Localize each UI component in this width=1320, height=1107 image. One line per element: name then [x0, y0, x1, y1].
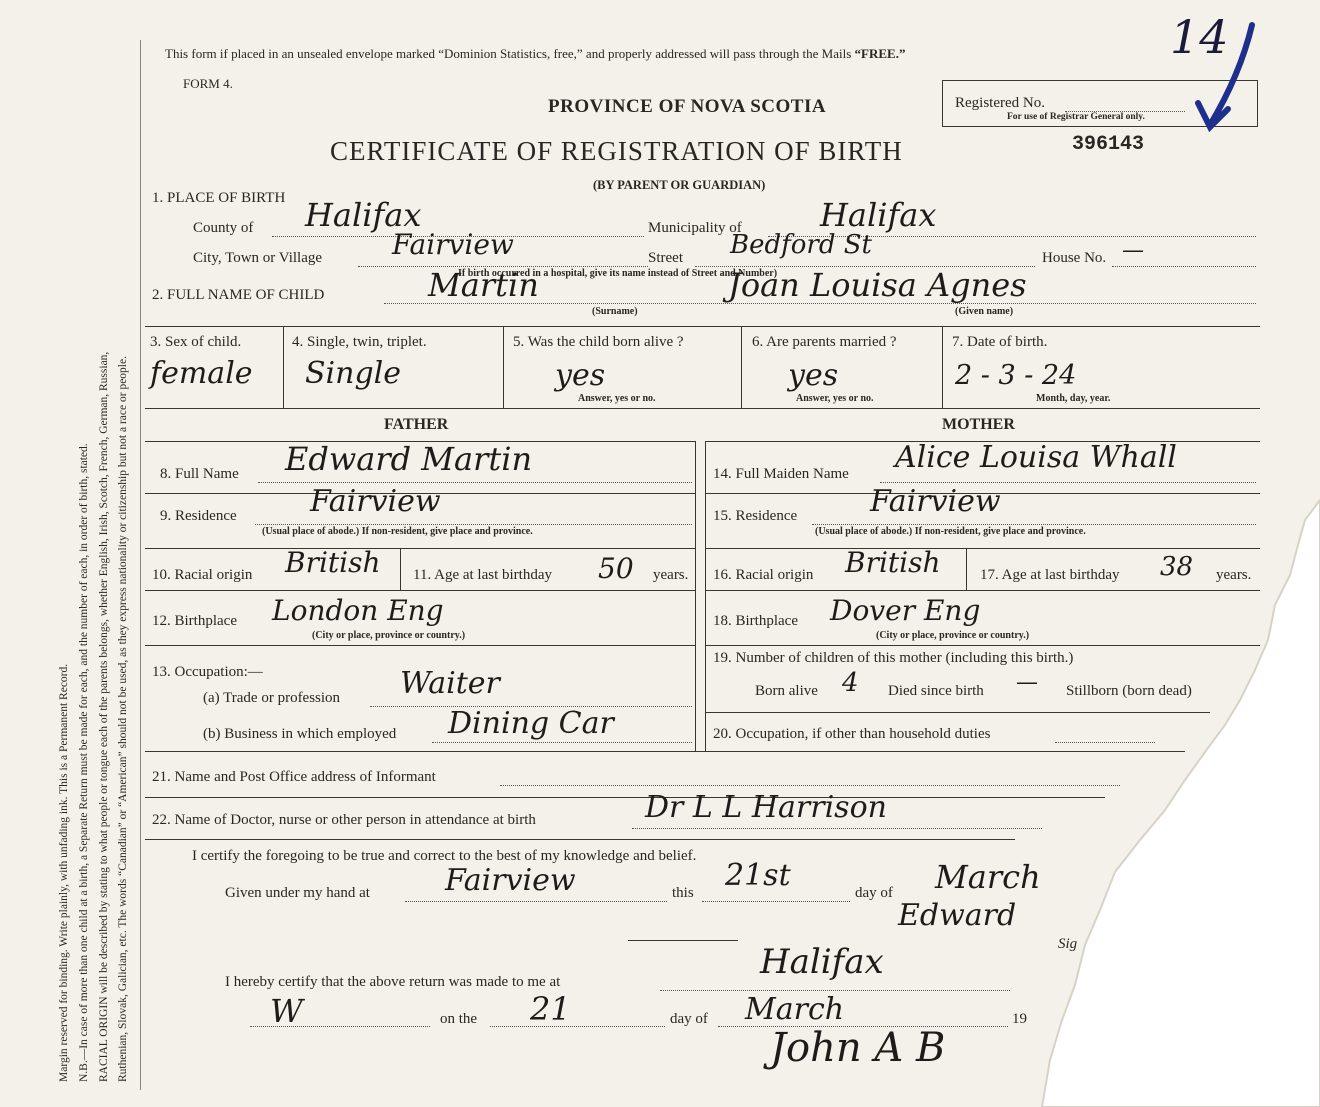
- born-alive-count-value: 4: [842, 668, 859, 698]
- dob-label: 7. Date of birth.: [952, 334, 1048, 350]
- registrar-signature: John A B: [770, 1025, 946, 1071]
- doctor-label: 22. Name of Doctor, nurse or other person in attendance at birth: [152, 812, 536, 828]
- street-value: Bedford St: [730, 230, 873, 260]
- father-birthplace-label: 12. Birthplace: [152, 613, 237, 629]
- registered-label: Registered No.: [955, 95, 1045, 111]
- registrar-statement: I hereby certify that the above return was made to me at: [225, 974, 561, 990]
- county-value: Halifax: [305, 196, 422, 234]
- registrar-mark: W: [270, 992, 303, 1030]
- trade-value: Waiter: [400, 666, 500, 701]
- mother-name-value: Alice Louisa Whall: [895, 440, 1177, 475]
- born-alive-caption: Answer, yes or no.: [578, 393, 656, 404]
- mother-age-label: 17. Age at last birthday: [980, 567, 1120, 583]
- margin-note-2: N.B.—In case of more than one child at a birth, a Separate Return must be made for each, and the number of each, in order of birth, stated.: [78, 443, 90, 1082]
- house-label: House No.: [1042, 250, 1107, 266]
- certificate-subtitle: (BY PARENT OR GUARDIAN): [593, 178, 766, 192]
- certificate-title: CERTIFICATE OF REGISTRATION OF BIRTH: [330, 136, 903, 166]
- informant-signature: Edward: [898, 898, 1017, 933]
- year-prefix: 19: [1012, 1011, 1027, 1027]
- given-caption: (Given name): [955, 306, 1014, 317]
- married-caption: Answer, yes or no.: [796, 393, 874, 404]
- given-place-value: Fairview: [445, 863, 576, 898]
- mother-residence-label: 15. Residence: [713, 508, 798, 524]
- day-of-label: day of: [855, 885, 893, 901]
- child-surname: Martin: [428, 266, 539, 304]
- postage-note-text: This form if placed in an unsealed envelope marked “Dominion Statistics, free,” and properly addressed will pass through the Mails: [165, 46, 852, 61]
- reg-day-value: 21: [530, 990, 571, 1028]
- father-birthplace-caption: (City or place, province or country.): [312, 630, 466, 641]
- mother-birthplace-value: Dover Eng: [830, 594, 981, 627]
- father-heading: FATHER: [384, 416, 449, 433]
- margin-note-3: RACIAL ORIGIN will be described by stating to what people or tongue each of the parents belongs, whether English, Irish, Scotch, French, German, Russian,: [98, 351, 110, 1082]
- mother-occupation-label: 20. Occupation, if other than household duties: [713, 726, 991, 742]
- day-value: 21st: [725, 858, 791, 893]
- born-alive-value: yes: [555, 358, 606, 393]
- children-count-label: 19. Number of children of this mother (including this birth.): [713, 650, 1074, 666]
- father-origin-value: British: [285, 546, 381, 579]
- mother-years: years.: [1216, 567, 1252, 583]
- father-name-value: Edward Martin: [285, 440, 533, 478]
- trade-label: (a) Trade or profession: [203, 690, 341, 706]
- mother-origin-value: British: [845, 546, 941, 579]
- mother-birthplace-caption: (City or place, province or country.): [876, 630, 1030, 641]
- street-label: Street: [648, 250, 683, 266]
- informant-label: 21. Name and Post Office address of Informant: [152, 769, 436, 785]
- mother-heading: MOTHER: [942, 416, 1015, 433]
- born-alive-label: 5. Was the child born alive ?: [513, 334, 684, 350]
- corner-handwriting: 14: [1170, 10, 1229, 64]
- child-name-label: 2. FULL NAME OF CHILD: [152, 287, 325, 303]
- surname-caption: (Surname): [592, 306, 638, 317]
- mother-origin-label: 16. Racial origin: [713, 567, 814, 583]
- father-birthplace-value: London Eng: [272, 594, 444, 627]
- dob-caption: Month, day, year.: [1036, 393, 1111, 404]
- city-label: City, Town or Village: [193, 250, 323, 266]
- sex-label: 3. Sex of child.: [150, 334, 242, 350]
- signature-label: Sig: [1058, 936, 1078, 952]
- registrar-place: Halifax: [760, 942, 884, 982]
- county-label: County of: [193, 220, 254, 236]
- died-label: Died since birth: [888, 683, 984, 699]
- city-value: Fairview: [392, 228, 514, 261]
- business-label: (b) Business in which employed: [203, 726, 397, 742]
- father-residence-label: 9. Residence: [160, 508, 237, 524]
- mother-birthplace-label: 18. Birthplace: [713, 613, 798, 629]
- place-of-birth-heading: 1. PLACE OF BIRTH: [152, 190, 286, 206]
- stamp-number: 396143: [1072, 133, 1145, 156]
- house-value: —: [1122, 238, 1144, 263]
- margin-note-4: Ruthenian, Slovak, Galician, etc. The words “Canadian” or “American” should not be used, as they express nationality or citizenship but not a race or people.: [117, 356, 129, 1082]
- reg-day-of-label: day of: [670, 1011, 708, 1027]
- plurality-label: 4. Single, twin, triplet.: [292, 334, 427, 350]
- business-value: Dining Car: [448, 706, 614, 741]
- father-residence-value: Fairview: [310, 484, 441, 519]
- father-origin-label: 10. Racial origin: [152, 567, 253, 583]
- father-age-value: 50: [598, 552, 634, 585]
- month-value: March: [935, 858, 1041, 896]
- hospital-note: If birth occurred in a hospital, give its name instead of Street and Number): [458, 268, 778, 279]
- father-residence-caption: (Usual place of abode.) If non-resident, give place and province.: [262, 526, 533, 537]
- father-name-label: 8. Full Name: [160, 466, 239, 482]
- this-label: this: [672, 885, 694, 901]
- reg-month-value: March: [745, 992, 845, 1027]
- mother-name-label: 14. Full Maiden Name: [713, 466, 849, 482]
- father-years: years.: [653, 567, 689, 583]
- occupation-label: 13. Occupation:—: [152, 664, 263, 680]
- doctor-value: Dr L L Harrison: [645, 790, 887, 825]
- municipality-label: Municipality of: [648, 220, 742, 236]
- stillborn-label: Stillborn (born dead): [1066, 683, 1192, 699]
- municipality-value: Halifax: [820, 196, 937, 234]
- form-number: FORM 4.: [183, 76, 233, 91]
- child-given-name: Joan Louisa Agnes: [728, 266, 1027, 304]
- born-alive-count-label: Born alive: [755, 683, 818, 699]
- sex-value: female: [150, 356, 253, 391]
- father-age-label: 11. Age at last birthday: [413, 567, 552, 583]
- mother-age-value: 38: [1160, 552, 1194, 582]
- postage-free: “FREE.”: [854, 46, 906, 61]
- mother-residence-caption: (Usual place of abode.) If non-resident, give place and province.: [815, 526, 1086, 537]
- died-value: —: [1016, 670, 1038, 695]
- mother-residence-value: Fairview: [870, 484, 1001, 519]
- certification-statement: I certify the foregoing to be true and correct to the best of my knowledge and belief.: [192, 848, 697, 864]
- married-value: yes: [788, 358, 839, 393]
- dob-value: 2 - 3 - 24: [955, 360, 1077, 391]
- margin-note-1: Margin reserved for binding. Write plainly, with unfading ink. This is a Permanent Record.: [58, 663, 70, 1082]
- registrar-note: For use of Registrar General only.: [1007, 112, 1145, 122]
- given-under-label: Given under my hand at: [225, 885, 370, 901]
- on-the-label: on the: [440, 1011, 478, 1027]
- plurality-value: Single: [305, 356, 402, 391]
- married-label: 6. Are parents married ?: [752, 334, 897, 350]
- province-heading: PROVINCE OF NOVA SCOTIA: [548, 96, 827, 117]
